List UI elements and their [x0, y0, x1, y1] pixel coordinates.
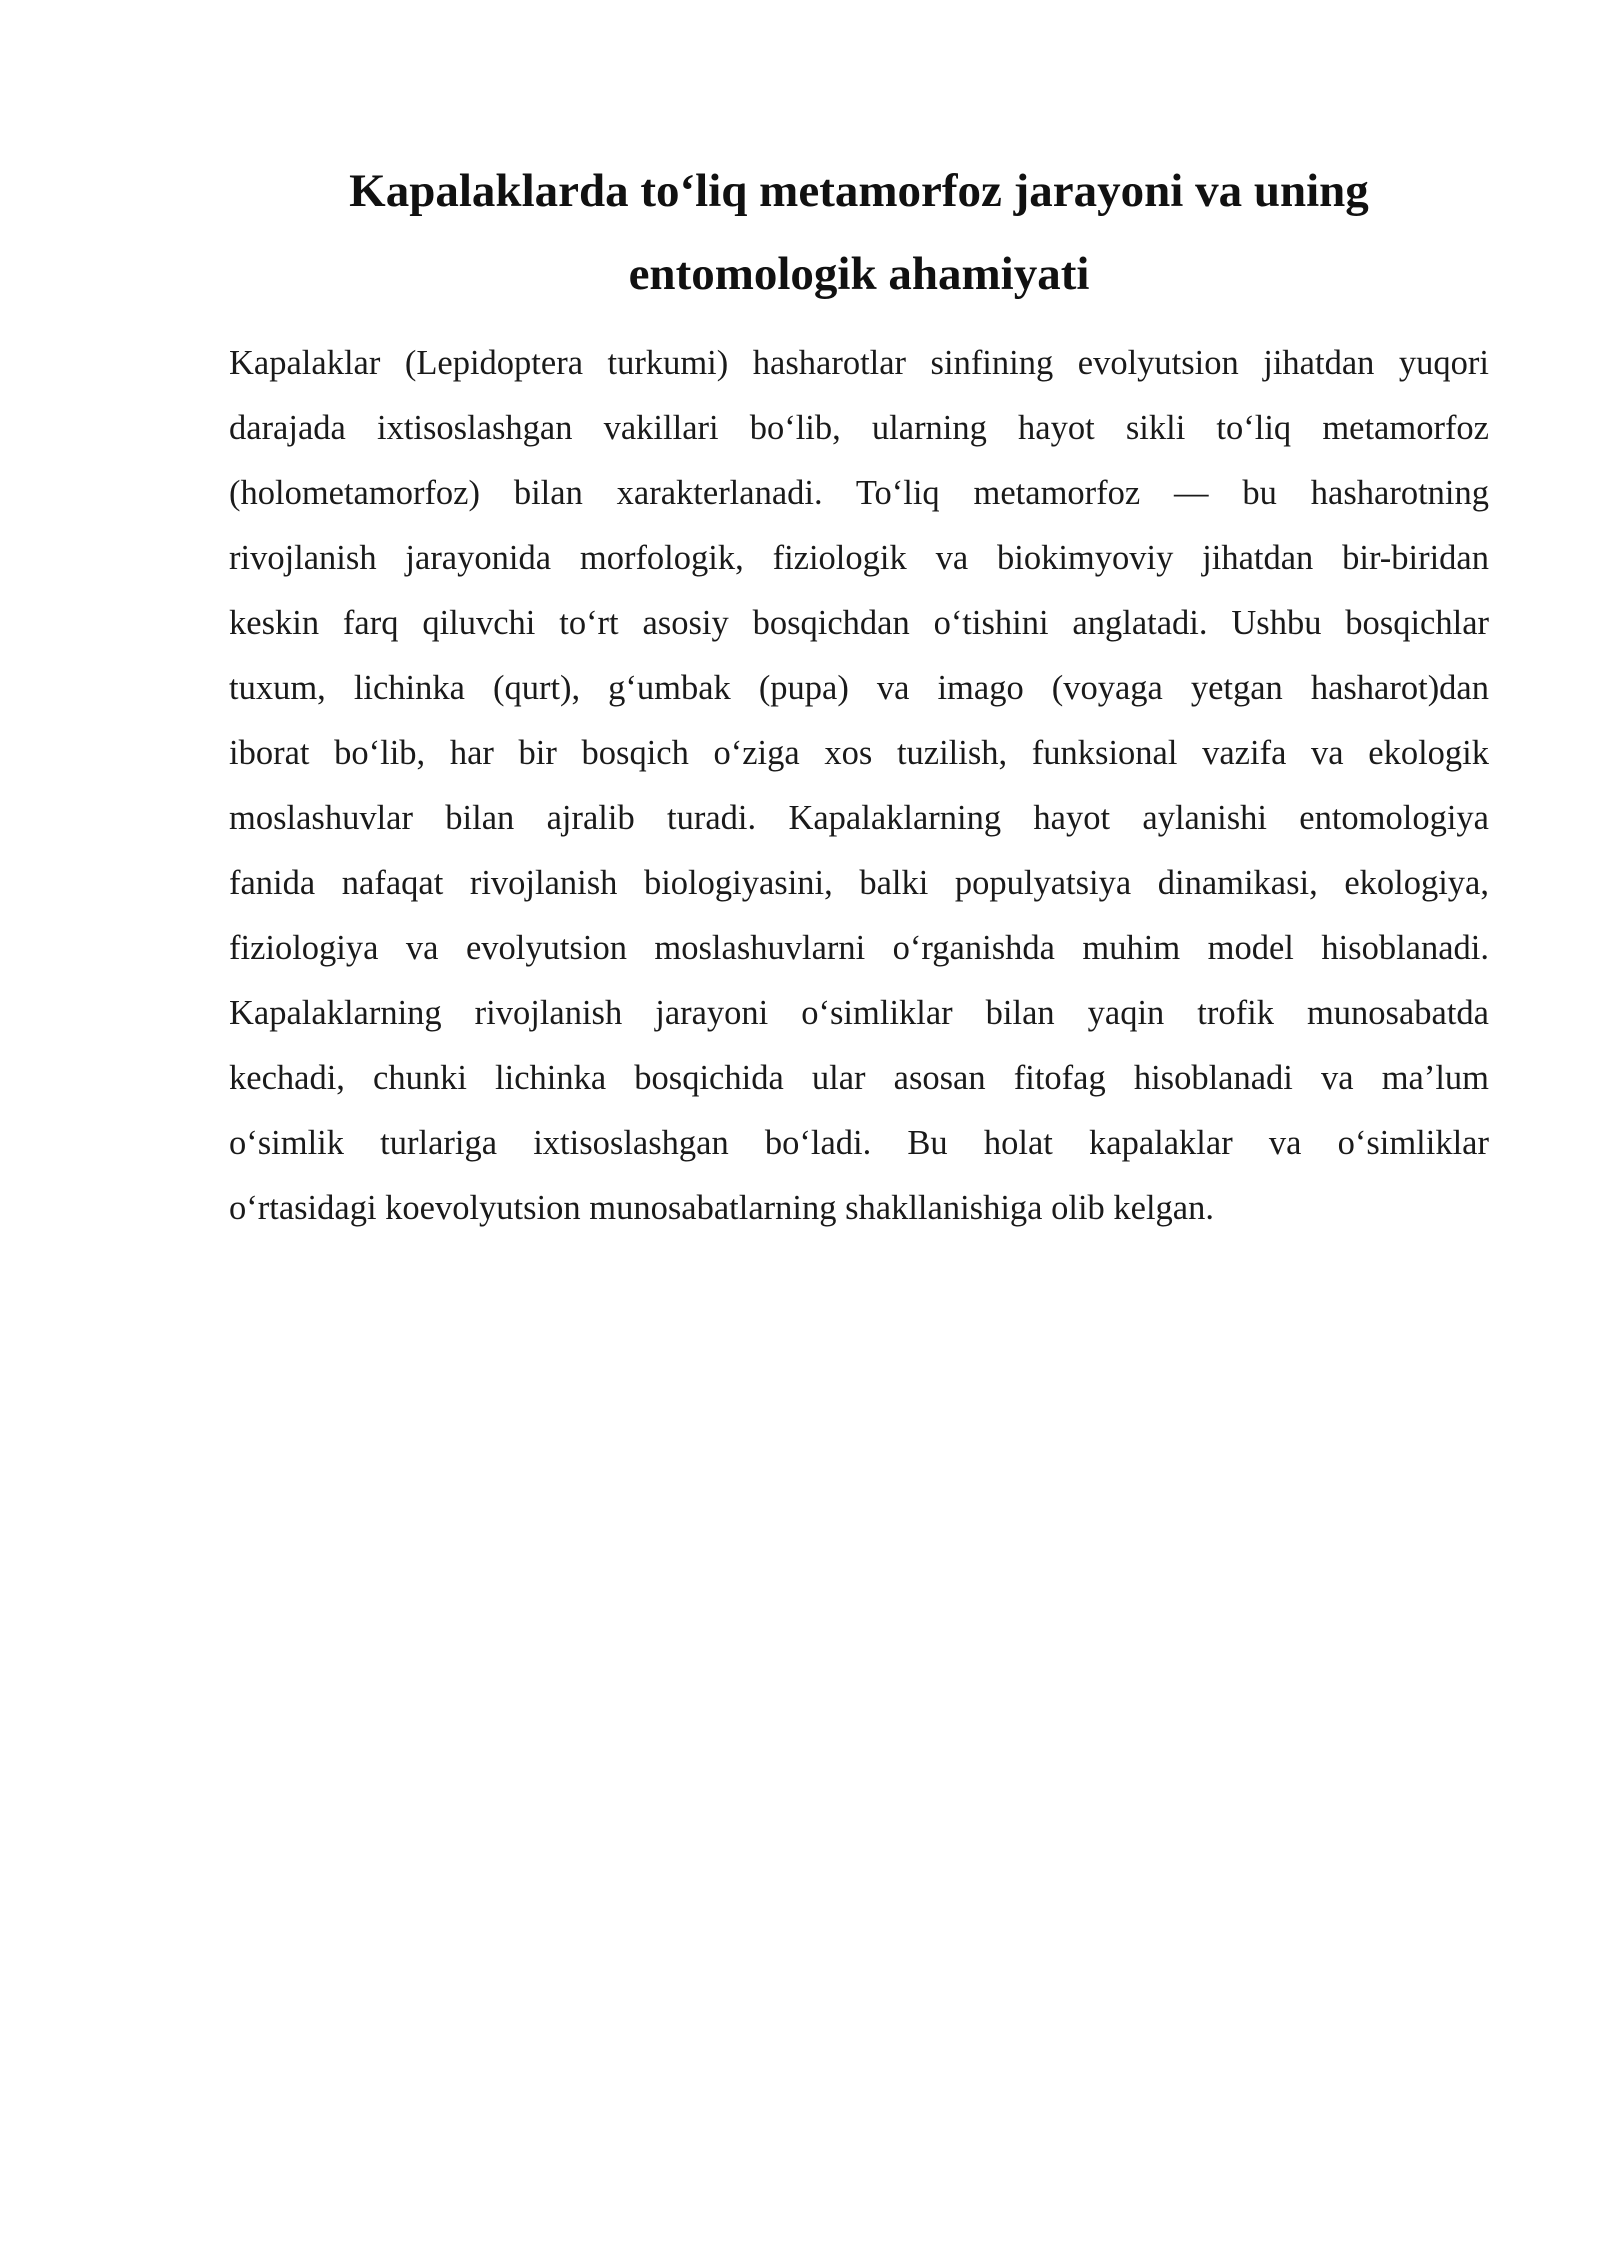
paragraph-line: moslashuvlar bilan ajralib turadi. Kapalaklarning hayot aylanishi entomologiya	[229, 799, 1489, 837]
paragraph-line: (holometamorfoz) bilan xarakterlanadi. To‘liq metamorfoz — bu hasharotning	[229, 474, 1489, 512]
paragraph-line: fiziologiya va evolyutsion moslashuvlarni o‘rganishda muhim model hisoblanadi.	[229, 929, 1489, 967]
paragraph-line: Kapalaklar (Lepidoptera turkumi) hasharotlar sinfining evolyutsion jihatdan yuqori	[229, 344, 1489, 382]
paragraph-line: keskin farq qiluvchi to‘rt asosiy bosqichdan o‘tishini anglatadi. Ushbu bosqichlar	[229, 604, 1489, 642]
body-paragraph	[229, 331, 1489, 1241]
paragraph-line: o‘simlik turlariga ixtisoslashgan bo‘ladi. Bu holat kapalaklar va o‘simliklar	[229, 1124, 1489, 1162]
paragraph-line: darajada ixtisoslashgan vakillari bo‘lib, ularning hayot sikli to‘liq metamorfoz	[229, 409, 1489, 447]
paragraph-line: o‘rtasidagi koevolyutsion munosabatlarning shakllanishiga olib kelgan.	[229, 1189, 1214, 1227]
paragraph-line: rivojlanish jarayonida morfologik, fiziologik va biokimyoviy jihatdan bir-biridan	[229, 539, 1489, 577]
paragraph-line: Kapalaklarning rivojlanish jarayoni o‘simliklar bilan yaqin trofik munosabatda	[229, 994, 1489, 1032]
paragraph-line: fanida nafaqat rivojlanish biologiyasini, balki populyatsiya dinamikasi, ekologiya,	[229, 864, 1489, 902]
paragraph-line: iborat bo‘lib, har bir bosqich o‘ziga xos tuzilish, funksional vazifa va ekologik	[229, 734, 1489, 772]
title-line: Kapalaklarda to‘liq metamorfoz jarayoni va uning	[349, 165, 1369, 217]
title-line: entomologik ahamiyati	[628, 248, 1090, 300]
paragraph-line: kechadi, chunki lichinka bosqichida ular asosan fitofag hisoblanadi va ma’lum	[229, 1059, 1489, 1097]
paragraph-line: tuxum, lichinka (qurt), g‘umbak (pupa) va imago (voyaga yetgan hasharot)dan	[229, 669, 1489, 707]
document-title	[229, 150, 1489, 316]
